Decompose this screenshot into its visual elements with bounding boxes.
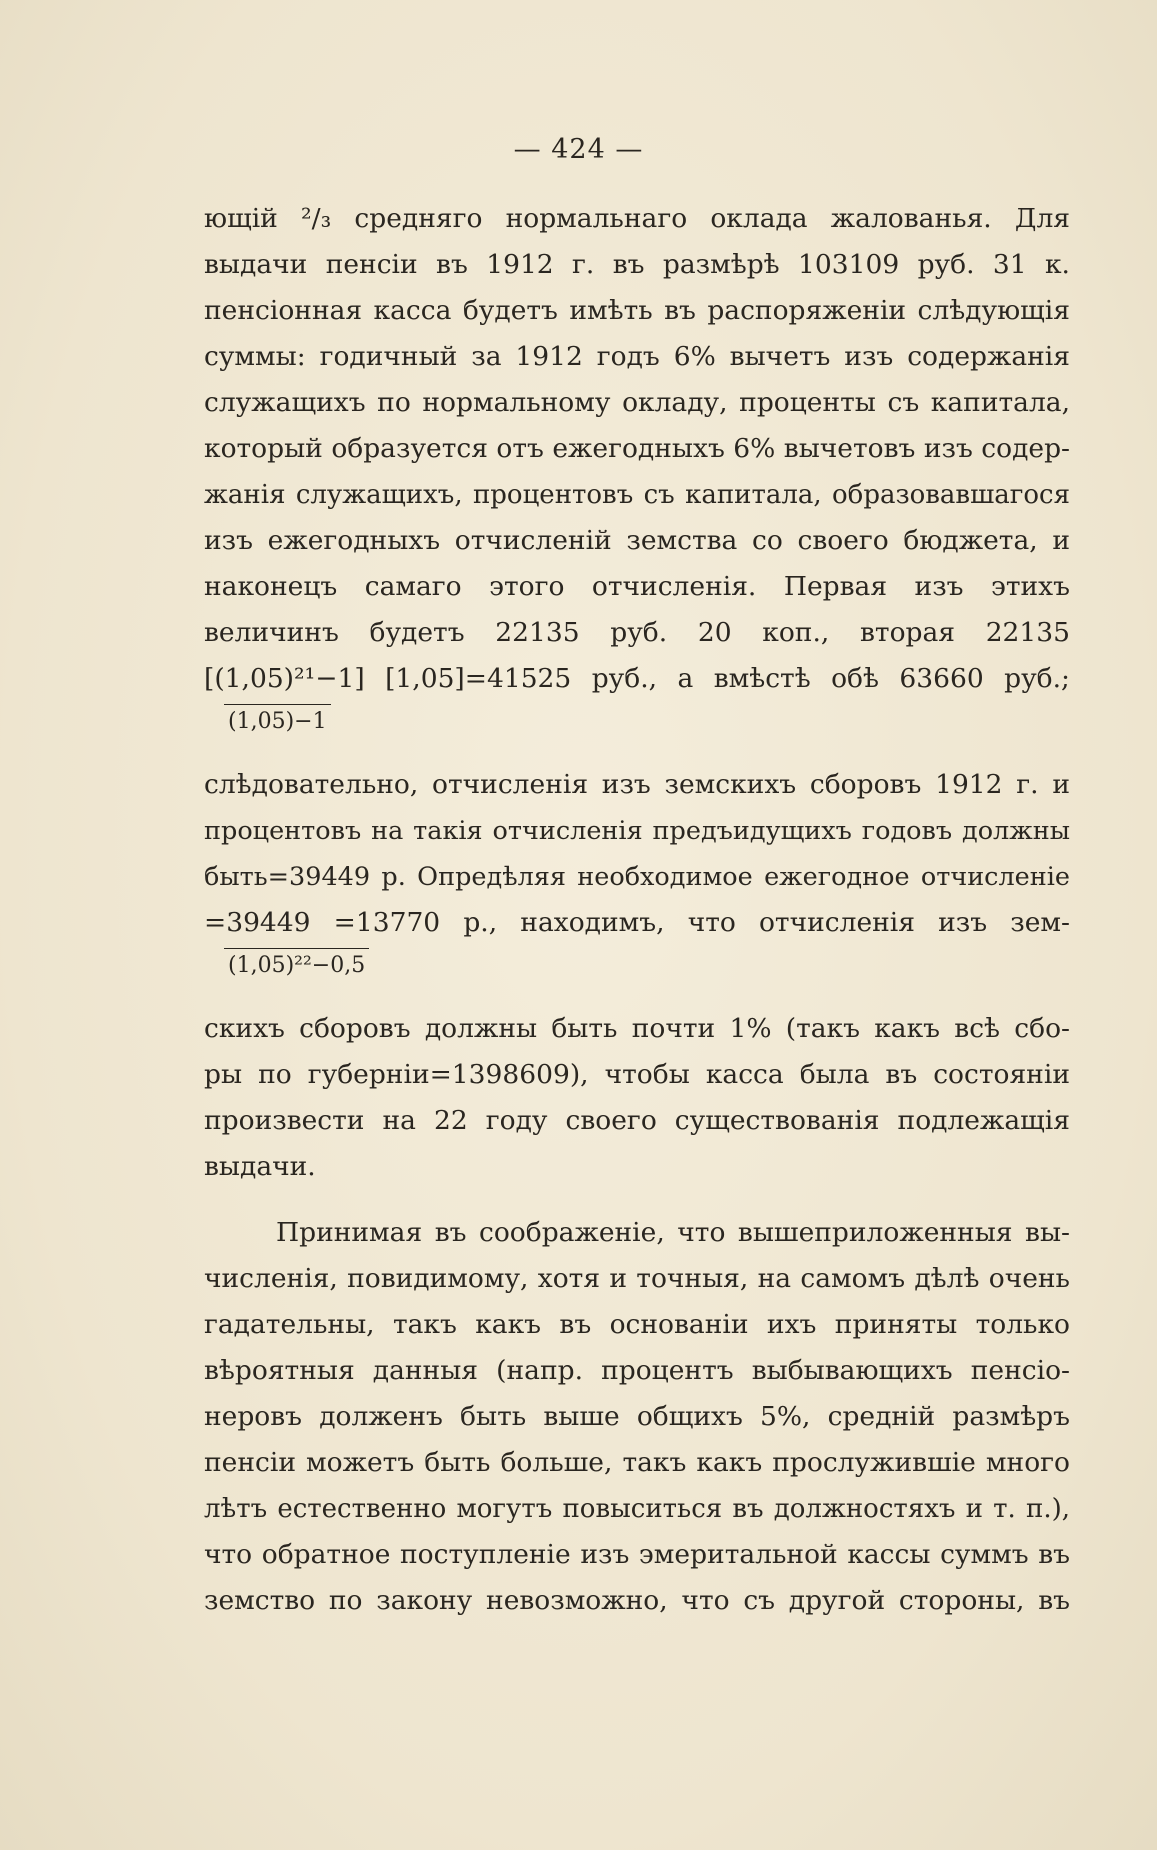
text-line: произвести на 22 году своего существованія подлежащія [204, 1105, 1070, 1136]
paragraph-3 [204, 1006, 1070, 1190]
paragraph-1 [204, 196, 1070, 742]
text-line: величинъ будетъ 22135 руб. 20 коп., вторая 22135 [204, 617, 1070, 648]
paragraph-4 [204, 1210, 1070, 1624]
text-line: неровъ долженъ быть выше общихъ 5%, средній размѣръ [204, 1401, 1070, 1432]
text-line: численія, повидимому, хотя и точныя, на самомъ дѣлѣ очень [204, 1263, 1070, 1294]
text-line: который образуется отъ ежегодныхъ 6% вычетовъ изъ содер- [204, 433, 1070, 464]
text-line: Принимая въ соображеніе, что вышеприложенныя вы- [276, 1217, 1070, 1248]
text-line: гадательны, такъ какъ въ основаніи ихъ приняты только [204, 1309, 1070, 1340]
text-line: земство по закону невозможно, что съ другой стороны, въ [204, 1585, 1070, 1616]
text-line: изъ ежегодныхъ отчисленій земства со своего бюджета, и [204, 525, 1070, 556]
text-line: жанія служащихъ, процентовъ съ капитала, образовавшагося [204, 480, 1070, 510]
formula-line: =39449 =13770 р., находимъ, что отчисленія изъ зем- [204, 907, 1070, 938]
text-line: пенсіонная касса будетъ имѣть въ распоряженіи слѣдующія [204, 295, 1070, 326]
formula-denominator: (1,05)−1 [204, 702, 1070, 742]
text-line: ры по губерніи=1398609), чтобы касса была въ состояніи [204, 1059, 1070, 1090]
text-line: пенсіи можетъ быть больше, такъ какъ прослужившіе много [204, 1447, 1070, 1478]
formula-line: [(1,05)²¹−1] [1,05]=41525 руб., а вмѣстѣ обѣ 63660 руб.; [204, 663, 1070, 694]
text-line: быть=39449 р. Опредѣляя необходимое ежегодное отчисленіе [204, 862, 1070, 892]
text-line: процентовъ на такія отчисленія предъидущихъ годовъ должны [204, 816, 1070, 846]
text-line: вѣроятныя данныя (напр. процентъ выбывающихъ пенсіо- [204, 1355, 1070, 1386]
text-line: выдачи пенсіи въ 1912 г. въ размѣрѣ 103109 руб. 31 к. [204, 249, 1070, 280]
text-line: слѣдовательно, отчисленія изъ земскихъ сборовъ 1912 г. и [204, 769, 1070, 800]
text-line: лѣтъ естественно могутъ повыситься въ должностяхъ и т. п.), [204, 1494, 1070, 1524]
text-line: ющій ²/₃ средняго нормальнаго оклада жалованья. Для [204, 203, 1070, 234]
text-line: наконецъ самаго этого отчисленія. Первая изъ этихъ [204, 571, 1070, 602]
formula-denominator: (1,05)²²−0,5 [204, 946, 1070, 986]
page-number: — 424 — [513, 134, 644, 165]
text-line: скихъ сборовъ должны быть почти 1% (такъ какъ всѣ сбо- [204, 1013, 1070, 1044]
text-line: выдачи. [204, 1151, 316, 1182]
body-text [204, 196, 1070, 1624]
text-line: суммы: годичный за 1912 годъ 6% вычетъ изъ содержанія [204, 341, 1070, 372]
paragraph-2 [204, 762, 1070, 986]
text-line: служащихъ по нормальному окладу, проценты съ капитала, [204, 387, 1070, 418]
text-line: что обратное поступленіе изъ эмеритальной кассы суммъ въ [204, 1539, 1070, 1570]
